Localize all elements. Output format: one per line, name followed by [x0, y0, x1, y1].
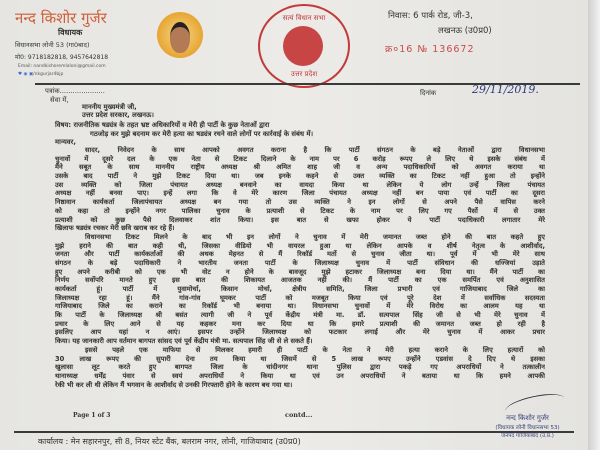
signature-stamp [470, 400, 585, 439]
body-line: प्रचार के लिए आने से यह कहकर मना कर दिया था कि हमारे प्रत्याशी की जमानत जब्त हो रही है [55, 319, 545, 328]
social-handle [18, 72, 63, 77]
date-label: दिनांक [420, 89, 437, 97]
body-line: मुझे हराने की बात कही थी, जिसका वीडियो भी वायरल हुआ था लेकिन आपके व शीर्ष नेतृत्व के आशीर्वाद, [55, 241, 545, 250]
subject-line1: विषय: राजनीतिक षड्यंत्र के तहत भ्रष्ट अधिकारियों व मेरी ही पार्टी के कुछ नेताओं द्वारा [55, 121, 270, 129]
body-line: प्रत्याशी को कुछ पैसे दिलवाकर शांत किया। इस बात से खफा होकर ये पार्टी पदाधिकारी लगातार मेरे [55, 215, 545, 224]
body-line: किया। यह जानकारी आप वर्तमान बागपत सांसद एवं पूर्व केंद्रीय मंत्री मा. सत्यपाल सिंह जी से ले सकते हैं। [55, 337, 313, 346]
letterhead-role: विधायक [58, 28, 83, 37]
phone: मो0: 9718182818, 9457642818 [15, 54, 109, 61]
page-edge [588, 0, 600, 450]
salutation: मान्यवर, [55, 138, 76, 146]
body-line: रेकी भी कर ली थी लेकिन मैं भगवान के आशीर्वाद से उनकी गिरफ्तारी होने के कारण बच गया था। [55, 380, 293, 389]
letter-body [55, 146, 545, 389]
body-line: कार्यकर्ता हूं। पार्टी में युवामोर्चा, किसान मोर्चा, क्षेत्रीय समिति, जिला प्रभारी एवं गाजियाबाद जिले का [55, 285, 545, 293]
body-line: को कहा तो इन्होंने नगर पालिका चुनाव के प्रत्याशी से टिकट के नाम पर लिए गए पैसों में से उक्त [55, 206, 545, 215]
seal-emblem-icon [283, 26, 323, 66]
body-line: विधानसभा टिकट मिलने के बाद भी इन लोगों ने चुनाव में मेरी जमानत जब्त होने की बात कहते हुए [85, 232, 545, 241]
body-line: थानाध्यक्ष धर्मेंद्र पंवार से स्वयं अपराधियों ने किया था एवं उन अपराधियों ने बताया था कि हमने आपकी [55, 371, 545, 380]
subject-line2: गठजोड़ कर मुझे बदनाम कर मेरी हत्या का षड्यंत्र रचने वाले लोगों पर कार्रवाई के संबंध में। [90, 130, 314, 138]
seal-text-bottom: उत्तर प्रदेश [290, 70, 318, 78]
serial-number: क्र०16 № 136672 [385, 44, 475, 55]
body-line: इसलिए आप यहां न आएं। इसपर उन्होंने जिलाध्यक्ष को फटकार लगाई और मेरे चुनाव में आकर प्रचार [55, 328, 545, 337]
body-line: इससे पहले एक माफिया से मिलकर हमारी ही पार्टी के नेता ने मेरी हत्या कराने के लिए हत्यारों को [85, 345, 545, 354]
stamp-name: नन्द किशोर गुर्जर [506, 414, 549, 422]
body-line: कि पार्टी के जिलाध्यक्ष श्री बसंत त्यागी जी ने पूर्व केंद्रीय मंत्री मा. डॉ. सत्यपाल सिंह जी से भी मेरे चुनाव में [55, 311, 545, 320]
portrait-face [170, 22, 190, 53]
office-address: कार्यालय : मेन सहारनपुर, सी 8, नियर स्टेट बैंक, बलराम नगर, लोनी, गाजियाबाद (उ0प्र0) [38, 437, 301, 446]
body-line: चुनावों में दूसरे दल के एक नेता से टिकट दिलाने के नाम पर 6 करोड़ रूपए ले लिए थे इसके संबंध में [55, 154, 545, 163]
portrait-badge [157, 12, 203, 58]
body-line: उस व्यक्ति को जिला पंचायत अध्यक्ष बनवाने का वायदा किया था लेकिन ये लोग उन्हें जिला पंचायत [55, 180, 545, 189]
body-line: अध्यक्ष नहीं बनवा पाए। इन्हें लगा कि वे मेरे कारण जिला पंचायत अध्यक्ष नहीं बन पाया एवं पार्टी का दूसरा [55, 189, 545, 198]
constituency: विधानसभा लोनी 53 (गा0बाद) [15, 41, 90, 49]
email: Email: nandkishoremlaloni@gmail.com [18, 64, 106, 69]
body-line: खिलाफ षड्यंत्र रचकर मेरी छवि खराब कर रहे हैं। [55, 224, 175, 233]
seal-text-top: सत्यं विधान सभा [282, 14, 326, 22]
body-line: जिलाध्यक्ष रहा हूं। मैंने गांव-गांव घूमकर पार्टी को मजबूत किया एवं पूरे देश में सर्वाधिक सदस्यता [55, 293, 545, 302]
residence-line1: निवास: 6 पार्क रोड, जी-3, [388, 11, 473, 21]
body-line: गाजियाबाद जिले का कराने का रिकॉर्ड भी बनाया था। विधानसभा चुनावों में मेरे विरोध का आलम यह था [55, 302, 545, 311]
body-line: हुए अपने करीबी को एक भी वोट न होने के बावजूद मुझे हटाकर जिलाध्यक्ष बना दिया था। मैंने पार्टी का [55, 267, 545, 276]
continued-label: contd... [285, 411, 313, 419]
assembly-seal [258, 4, 350, 88]
body-line: मैंने सबूत के साथ माननीय राष्ट्रीय अध्यक्ष श्री अमित शाह जी व अन्य पदाधिकारियों को अवगत कराया था [55, 163, 545, 172]
to-label: सेवा में, [50, 96, 69, 104]
letterhead-name: नन्द किशोर गुर्जर [15, 9, 107, 27]
stamp-title2: जनपद गाजियाबाद (उ.प्र.) [501, 433, 554, 439]
social-icons: ♥ ◉ ▣ [18, 72, 34, 77]
social-handle-text: /nkgurjar4bjp [33, 72, 64, 77]
body-line: 30 लाख रूपए की सुपारी देना तय किया था जिसमें से 5 लाख रूपए उन्होंने एडवांस दे दिए थे इसका [55, 354, 545, 363]
body-line: निर्णय सर्वोपरि मानते हुए इस बात की शिकायत आजतक नहीं की। मैं पार्टी का एक समर्पित एवं अनुशासित [55, 276, 545, 285]
date-value: 29/11/2019. [472, 83, 539, 96]
body-line: संगठन के बड़े पदाधिकारी ने भारतीय जनता पार्टी के जिलाध्यक्ष चुनाव में पार्टी संविधान की धज्जियां उड़ाते [55, 258, 545, 267]
body-line: जनता और पार्टी कार्यकर्ताओं की अथक मेहनत से मैं रिकॉर्ड मतों से चुनाव जीता था। पूर्व में भी मेरे साथ [55, 250, 545, 259]
residence-line2: लखनऊ (उ0प्र0) [438, 26, 492, 36]
stamp-title1: (विधायक लोनी विधानसभा 53) [495, 425, 560, 431]
body-line: खुलासा लूट करते हुए बागपत जिला के चांदीनगर थाना पुलिस द्वारा पकड़े गए अपराधियों ने तत्कालीन [55, 363, 545, 372]
body-line: निष्ठावान कार्यकर्ता जिलापंचायत अध्यक्ष बन गया तो उस व्यक्ति ने इन लोगों से अपने पैसे वापिस करने [55, 198, 545, 207]
footer-divider [14, 431, 574, 433]
reference-label: पत्रांक..................... [45, 87, 105, 95]
recipient-line2: उत्तर प्रदेश सरकार, लखनऊ। [82, 111, 154, 119]
recipient-line1: माननीय मुख्यमंत्री जी, [82, 103, 137, 111]
page-number: Page 1 of 3 [73, 412, 111, 419]
body-line: उसके बाद पार्टी ने मुझे टिकट दिया था। जब इनके कहने से उक्त व्यक्ति का टिकट नहीं हुआ तो इन्होंने [55, 172, 545, 181]
body-line: सादर, निवेदन के साथ आपको अवगत कराना है कि पार्टी संगठन के बड़े नेताओं द्वारा विधानसभा [85, 146, 545, 154]
